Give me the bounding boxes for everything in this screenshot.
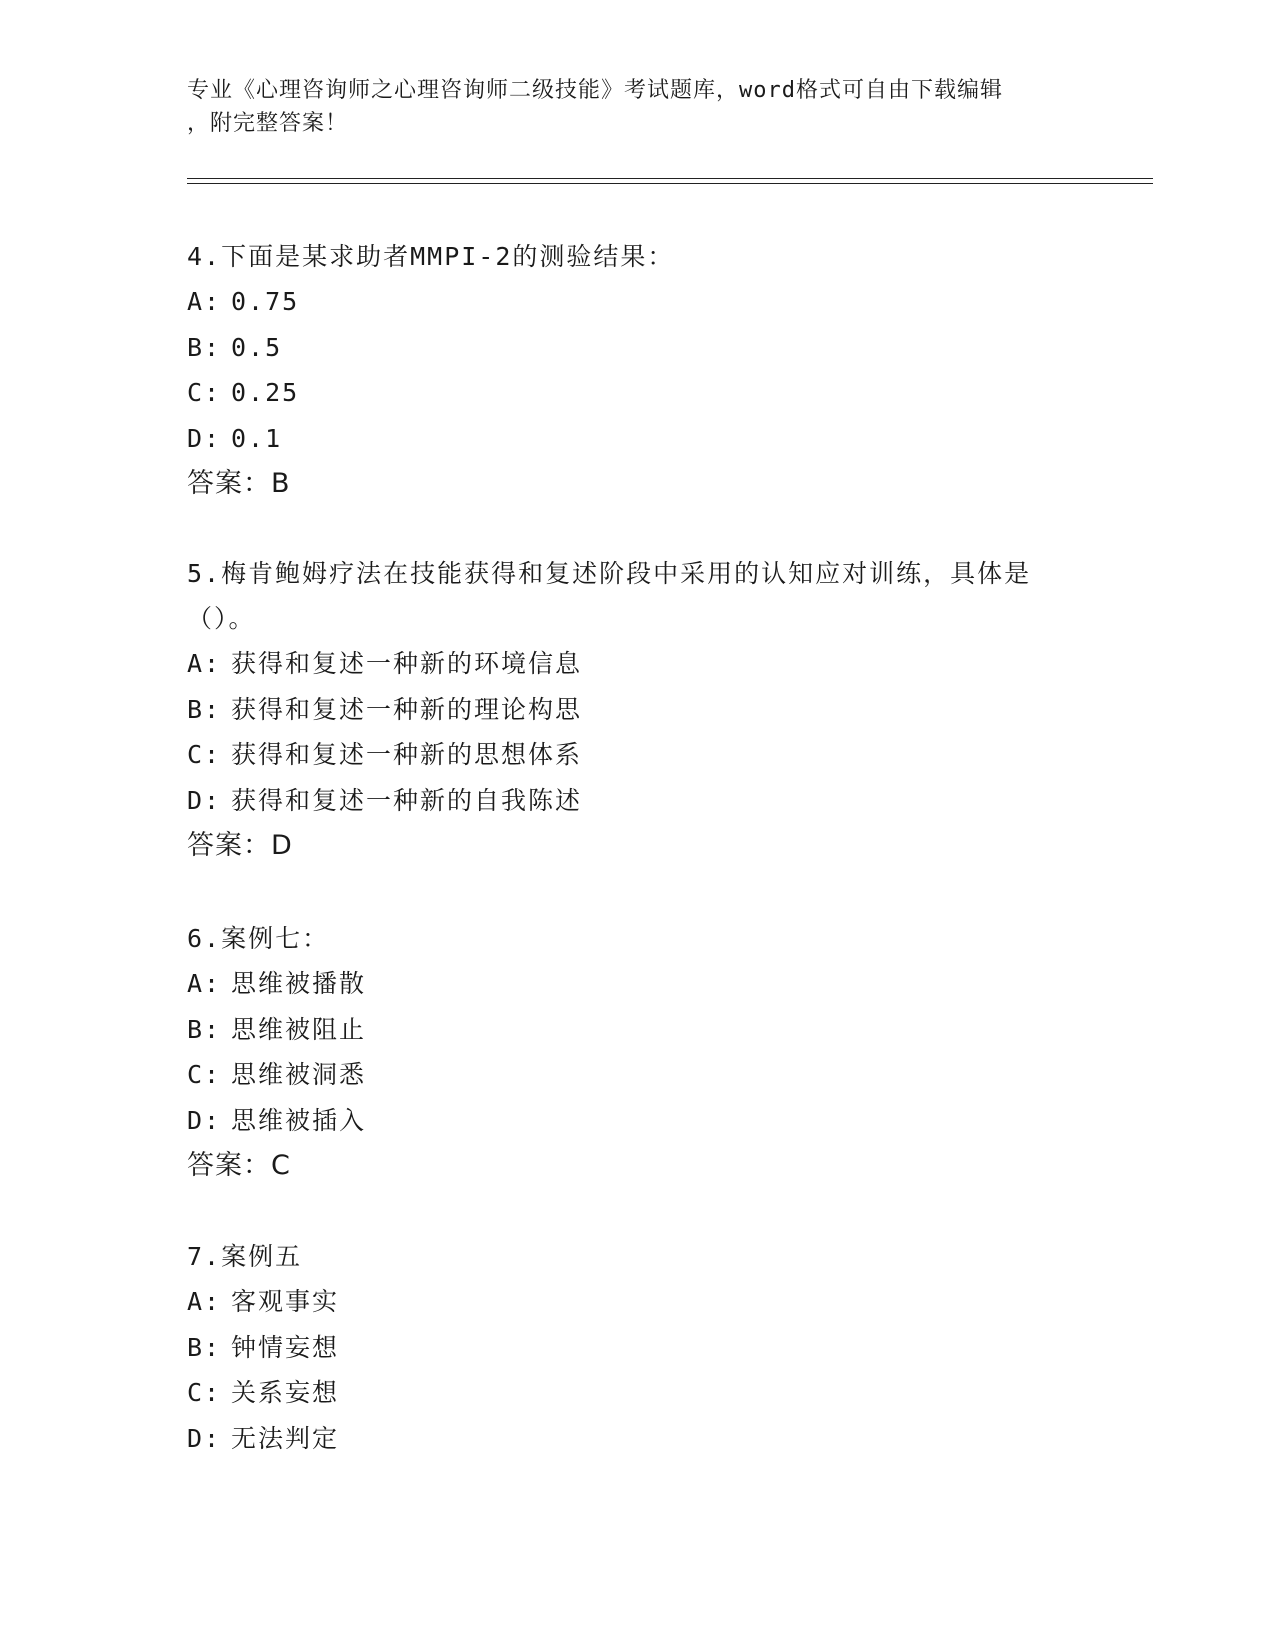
option-letter: D: (187, 785, 222, 815)
option-letter: C: (187, 1378, 222, 1407)
question-5 (187, 551, 1087, 869)
question-stem: 7.案例五 (187, 1242, 303, 1271)
option-letter: A: (187, 649, 222, 678)
option-d (187, 1416, 1087, 1462)
option-b (187, 1007, 1087, 1053)
question-stem: 6.案例七： (187, 924, 330, 953)
option-text: 思维被插入 (231, 1105, 367, 1135)
option-text: 关系妄想 (231, 1378, 340, 1407)
option-c (187, 1370, 1087, 1416)
question-6 (187, 916, 1087, 1189)
option-text: 获得和复述一种新的理论构思 (231, 694, 583, 724)
question-stem: 4.下面是某求助者MMPI-2的测验结果： (187, 242, 675, 271)
option-text: 获得和复述一种新的自我陈述 (231, 785, 583, 815)
answer-label: 答案：B (187, 468, 291, 499)
option-a (187, 961, 1087, 1007)
option-text: 获得和复述一种新的思想体系 (231, 740, 583, 769)
option-letter: D: (187, 423, 222, 453)
option-d (187, 416, 1087, 462)
question-7 (187, 1234, 1087, 1461)
question-4 (187, 234, 1087, 507)
option-text: 获得和复述一种新的环境信息 (231, 649, 583, 678)
option-text: 0.25 (231, 378, 300, 407)
option-d (187, 778, 1087, 824)
option-c (187, 370, 1087, 416)
option-letter: B: (187, 1014, 222, 1044)
option-b (187, 325, 1087, 371)
option-text: 思维被洞悉 (231, 1060, 367, 1089)
option-letter: D: (187, 1423, 222, 1453)
option-text: 0.75 (231, 287, 300, 316)
document-header (187, 74, 1087, 140)
header-line-1: 专业《心理咨询师之心理咨询师二级技能》考试题库，word格式可自由下载编辑 (187, 78, 1003, 103)
option-d (187, 1098, 1087, 1144)
option-text: 0.1 (231, 423, 283, 453)
option-letter: C: (187, 740, 222, 769)
header-divider-bottom (187, 183, 1153, 184)
option-letter: B: (187, 694, 222, 724)
option-letter: C: (187, 378, 222, 407)
option-letter: A: (187, 1287, 222, 1316)
option-text: 思维被阻止 (231, 1014, 367, 1044)
question-stem: 5.梅肯鲍姆疗法在技能获得和复述阶段中采用的认知应对训练，具体是（）。 (187, 559, 1032, 633)
header-line-2: ，附完整答案！ (187, 111, 349, 136)
option-text: 0.5 (231, 332, 283, 362)
option-text: 思维被播散 (231, 969, 367, 998)
option-c (187, 1052, 1087, 1098)
option-text: 钟情妄想 (231, 1332, 340, 1362)
option-letter: B: (187, 1332, 222, 1362)
option-text: 客观事实 (231, 1287, 340, 1316)
answer-label: 答案：C (187, 1150, 291, 1181)
option-letter: D: (187, 1105, 222, 1135)
answer-label: 答案：D (187, 830, 293, 861)
option-letter: A: (187, 287, 222, 316)
header-divider-top (187, 178, 1153, 179)
option-letter: A: (187, 969, 222, 998)
option-c (187, 732, 1087, 778)
option-letter: C: (187, 1060, 222, 1089)
option-letter: B: (187, 332, 222, 362)
option-b (187, 687, 1087, 733)
option-a (187, 279, 1087, 325)
option-b (187, 1325, 1087, 1371)
option-a (187, 641, 1087, 687)
option-text: 无法判定 (231, 1423, 340, 1453)
option-a (187, 1279, 1087, 1325)
